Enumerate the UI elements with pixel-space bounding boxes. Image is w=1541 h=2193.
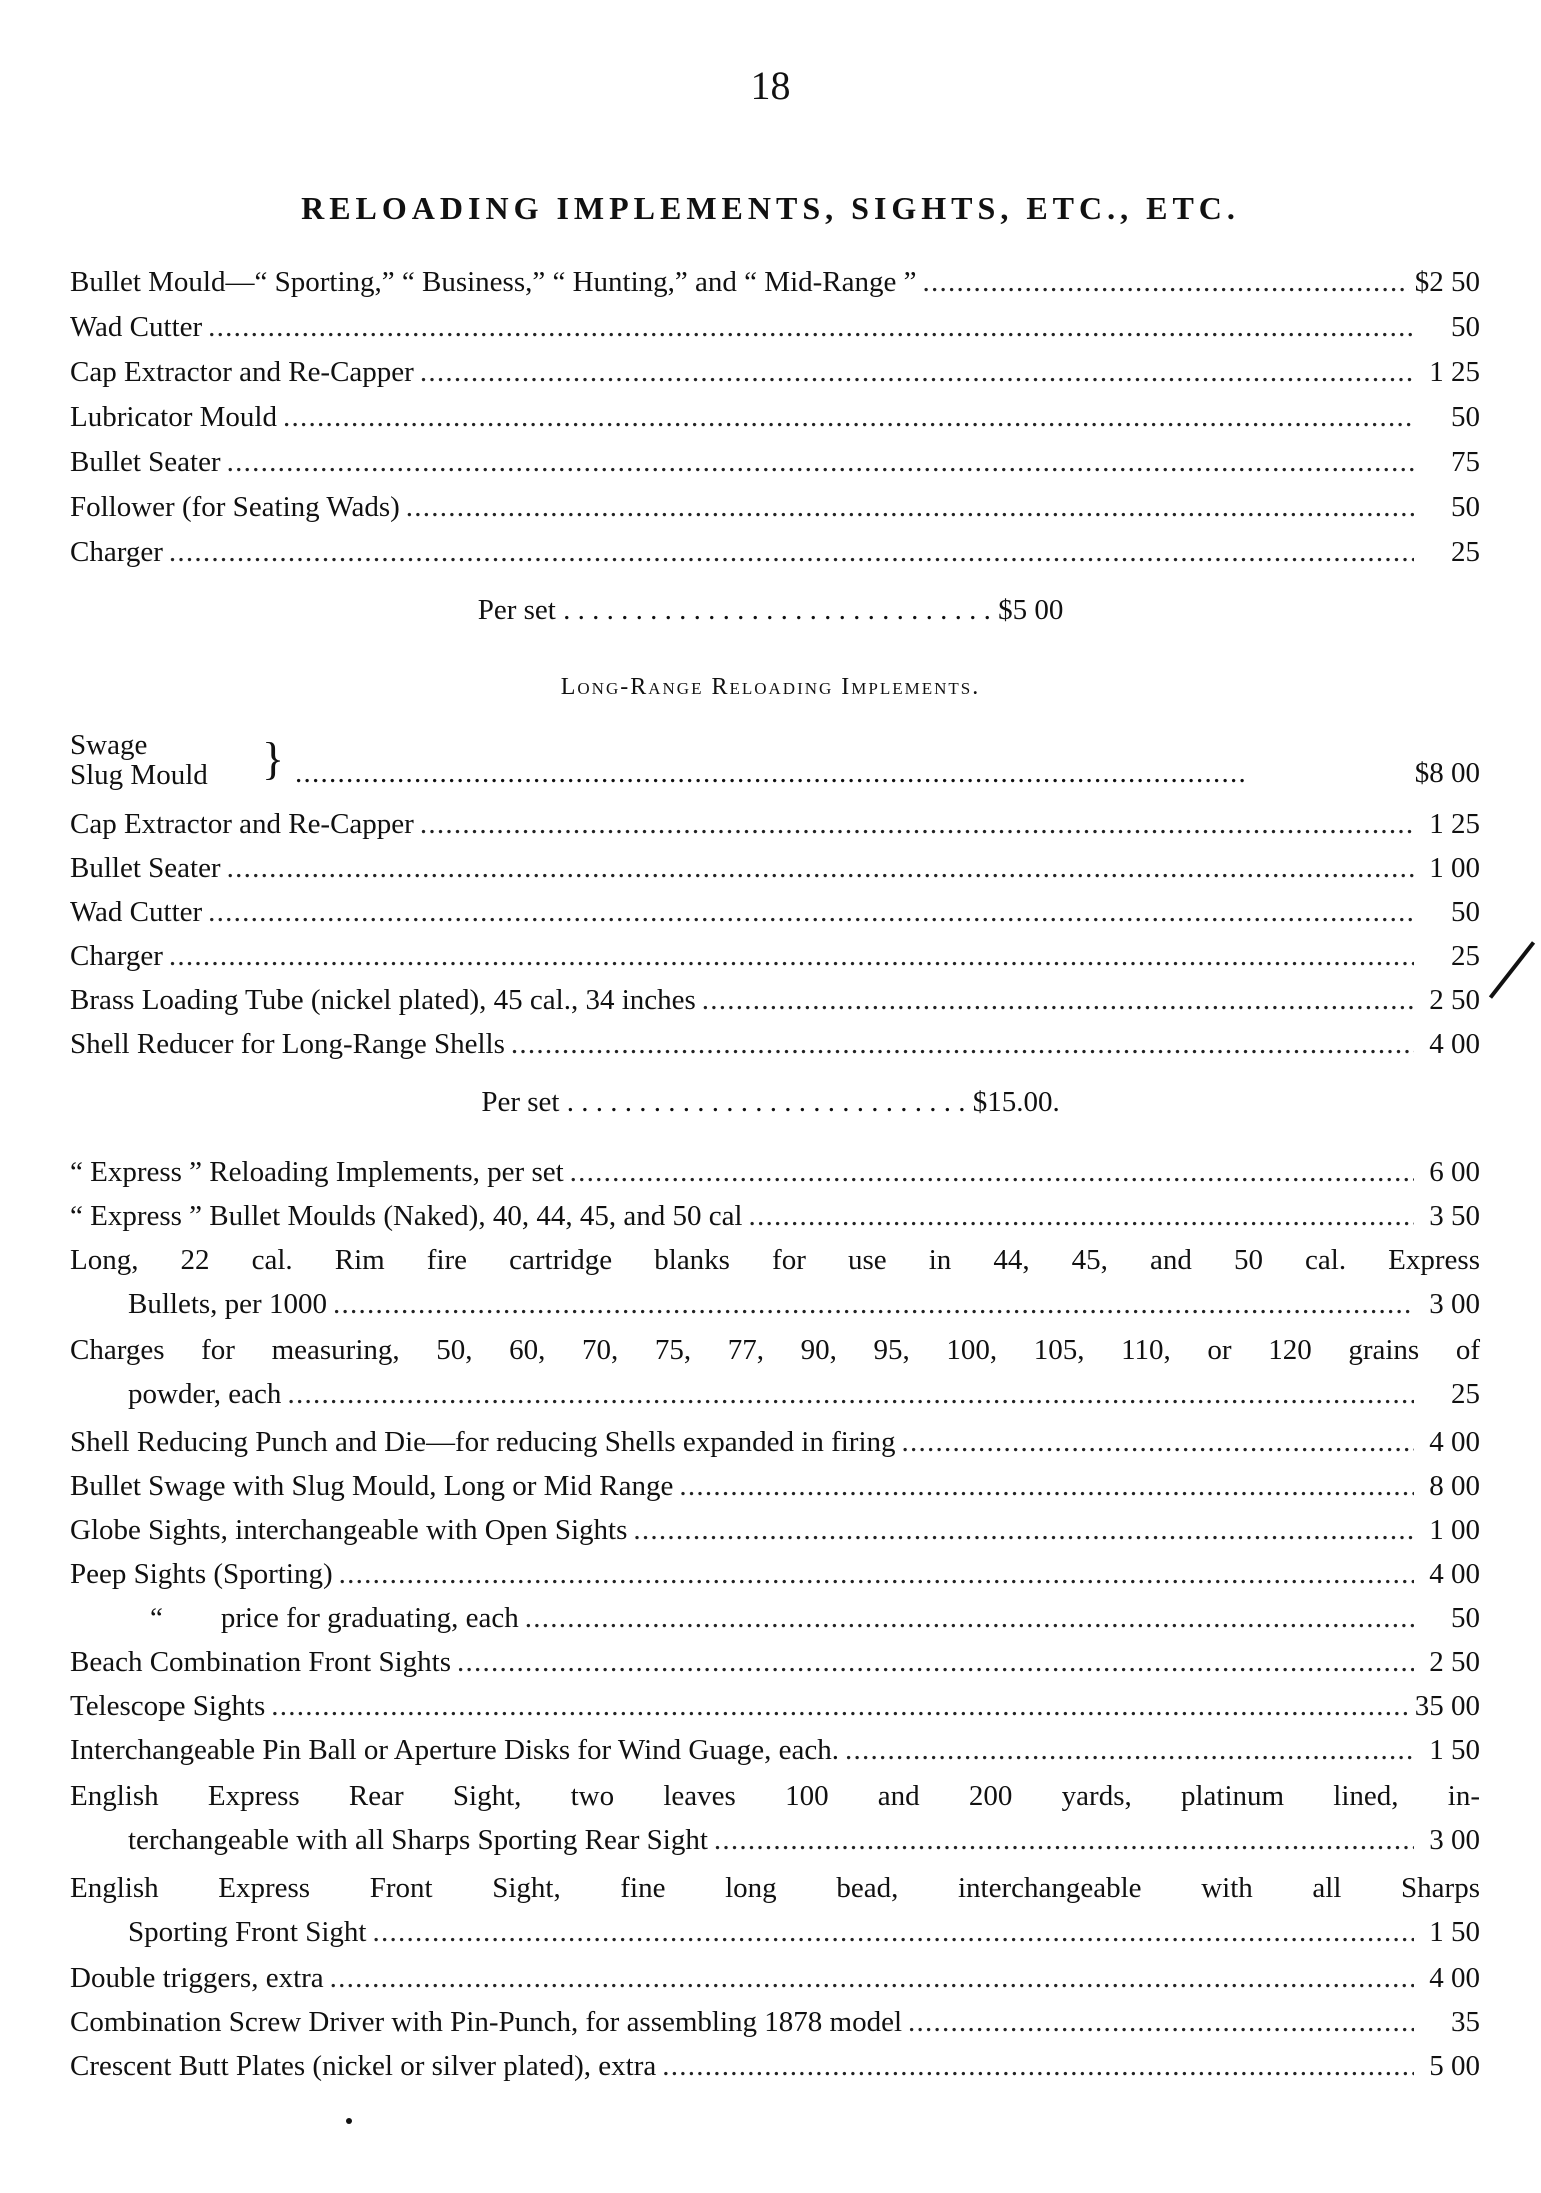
item-price: 25 (1451, 1378, 1480, 1410)
item-price: 1 50 (1429, 1916, 1480, 1948)
item-price: $2 50 (1414, 266, 1480, 298)
set-total: Per set . . . . . . . . . . . . . . . . . . . . . . . . . . . . $15.00. (481, 1086, 1060, 1118)
item-price: 2 50 (1429, 1646, 1480, 1678)
list-item: Interchangeable Pin Ball or Aperture Disks for Wind Guage, each. . . . 1 50 (70, 1728, 1480, 1772)
list-item: Bullet Seater . . . 1 00 (70, 846, 1480, 890)
ink-dot-icon (346, 2118, 352, 2124)
item-price: 50 (1451, 311, 1480, 343)
item-price: 3 00 (1429, 1288, 1480, 1320)
section-heading: Long-Range Reloading Implements. (560, 674, 981, 700)
page-number: 18 (750, 63, 791, 108)
item-price: 50 (1451, 896, 1480, 928)
item-price: 4 00 (1429, 1962, 1480, 1994)
item-price: 3 00 (1429, 1824, 1480, 1856)
list-item-line: English Express Rear Sight, two leaves 100 and 200 yards, platinum lined, in- (70, 1780, 1480, 1812)
list-item: Lubricator Mould . . . 50 (70, 395, 1480, 439)
list-item: Combination Screw Driver with Pin-Punch, for assembling 1878 model . . . 35 (70, 2000, 1480, 2044)
item-price: 25 (1451, 536, 1480, 568)
list-item: “ price for graduating, each . . . 50 (150, 1596, 1480, 1640)
item-price: 1 25 (1429, 808, 1480, 840)
list-item: terchangeable with all Sharps Sporting Rear Sight . . . 3 00 (128, 1818, 1480, 1862)
list-item: powder, each . . . 25 (128, 1372, 1480, 1416)
list-item: Bullet Mould—“ Sporting,” “ Business,” “ Hunting,” and “ Mid-Range ” . . . $2 50 (70, 260, 1480, 304)
page-heading: RELOADING IMPLEMENTS, SIGHTS, ETC., ETC. (301, 190, 1240, 226)
item-price: 4 00 (1429, 1426, 1480, 1458)
list-item: Cap Extractor and Re-Capper . . . 1 25 (70, 350, 1480, 394)
item-price: 6 00 (1429, 1156, 1480, 1188)
list-item: “ Express ” Reloading Implements, per set . . . 6 00 (70, 1150, 1480, 1194)
list-item-line: Long, 22 cal. Rim fire cartridge blanks for use in 44, 45, and 50 cal. Express (70, 1244, 1480, 1276)
list-item: Sporting Front Sight . . . 1 50 (128, 1910, 1480, 1954)
list-item: Globe Sights, interchangeable with Open Sights . . . 1 00 (70, 1508, 1480, 1552)
list-item: Wad Cutter . . . 50 (70, 305, 1480, 349)
list-item: Peep Sights (Sporting) . . . 4 00 (70, 1552, 1480, 1596)
item-price: 3 50 (1429, 1200, 1480, 1232)
list-item: Bullet Swage with Slug Mould, Long or Mid Range . . . 8 00 (70, 1464, 1480, 1508)
item-price: 2 50 (1429, 984, 1480, 1016)
item-price: 1 00 (1429, 1514, 1480, 1546)
item-price: 50 (1451, 401, 1480, 433)
item-price: 35 (1451, 2006, 1480, 2038)
list-item: Telescope Sights . . . 35 00 (70, 1684, 1480, 1728)
item-price: 50 (1451, 1602, 1480, 1634)
list-item: “ Express ” Bullet Moulds (Naked), 40, 44, 45, and 50 cal . . . 3 50 (70, 1194, 1480, 1238)
item-price: 8 00 (1429, 1470, 1480, 1502)
list-item-line: English Express Front Sight, fine long bead, interchangeable with all Sharps (70, 1872, 1480, 1904)
set-total-price: $15.00. (972, 1086, 1060, 1118)
item-price: 1 25 (1429, 356, 1480, 388)
item-price: 4 00 (1429, 1028, 1480, 1060)
item-price: $8 00 (1414, 758, 1480, 789)
list-item-line: Charges for measuring, 50, 60, 70, 75, 77, 90, 95, 100, 105, 110, or 120 grains of (70, 1334, 1480, 1366)
list-item: Wad Cutter . . . 50 (70, 890, 1480, 934)
list-item: Bullet Seater . . . 75 (70, 440, 1480, 484)
list-item: Charger . . . 25 (70, 530, 1480, 574)
list-item: Bullets, per 1000 . . . 3 00 (128, 1282, 1480, 1326)
list-item: Beach Combination Front Sights . . . 2 50 (70, 1640, 1480, 1684)
item-price: 1 50 (1429, 1734, 1480, 1766)
item-price: 5 00 (1429, 2050, 1480, 2082)
set-total: Per set . . . . . . . . . . . . . . . . . . . . . . . . . . . . . . $5 00 (477, 594, 1064, 626)
list-item: Charger . . . 25 (70, 934, 1480, 978)
list-item: Crescent Butt Plates (nickel or silver plated), extra . . . 5 00 (70, 2044, 1480, 2088)
item-price: 50 (1451, 491, 1480, 523)
brace-icon: } (262, 733, 285, 784)
list-item: Follower (for Seating Wads) . . . 50 (70, 485, 1480, 529)
item-price: 25 (1451, 940, 1480, 972)
item-price: 75 (1451, 446, 1480, 478)
list-item: Cap Extractor and Re-Capper . . . 1 25 (70, 802, 1480, 846)
item-price: 1 00 (1429, 852, 1480, 884)
list-item: Swage Slug Mould } . . . $8 00 (70, 730, 1480, 790)
list-item: Shell Reducing Punch and Die—for reducing Shells expanded in firing . . . 4 00 (70, 1420, 1480, 1464)
item-price: 35 00 (1414, 1690, 1480, 1722)
pencil-mark-icon (1489, 941, 1535, 999)
set-total-price: $5 00 (998, 594, 1064, 626)
list-item: Double triggers, extra . . . 4 00 (70, 1956, 1480, 2000)
item-price: 4 00 (1429, 1558, 1480, 1590)
list-item: Brass Loading Tube (nickel plated), 45 cal., 34 inches . . . 2 50 (70, 978, 1480, 1022)
list-item: Shell Reducer for Long-Range Shells . . . 4 00 (70, 1022, 1480, 1066)
